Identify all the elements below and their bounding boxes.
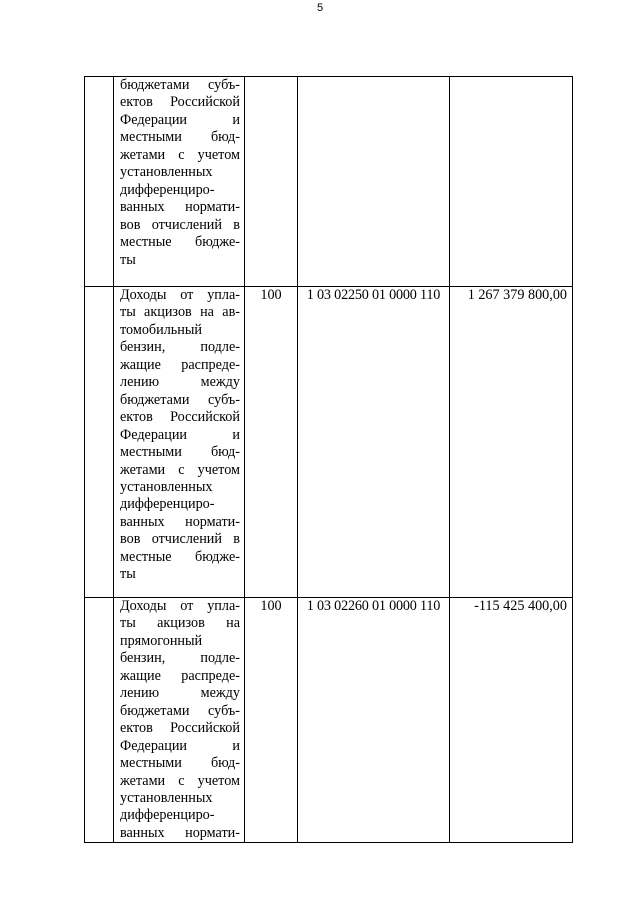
revenue-name-line: прямогонный: [120, 632, 203, 649]
revenue-name-line: жетами с учетом: [120, 461, 240, 478]
revenue-name-line: бюджетами субъ-: [120, 702, 240, 719]
revenue-name-line: Доходы от упла-: [120, 598, 240, 614]
revenue-name-line: установленных: [120, 164, 213, 181]
revenue-name-line: бензин, подле-: [120, 650, 240, 667]
revenue-name-line: Федерации и: [120, 737, 240, 754]
amount-cell: -115 425 400,00: [450, 598, 573, 843]
revenue-name-line: установленных: [120, 789, 213, 806]
revenue-name-line: установленных: [120, 478, 213, 495]
revenue-name-cell: [114, 77, 245, 287]
revenue-name-line: жетами с учетом: [120, 772, 240, 789]
revenue-name-line: местными бюд-: [120, 129, 240, 146]
revenue-name-line: ты акцизов на ав-: [120, 304, 240, 321]
revenue-name-line: местными бюд-: [120, 755, 240, 772]
revenue-name-line: ванных нормати-: [120, 513, 240, 530]
revenue-name-line: ектов Российской: [120, 94, 240, 111]
revenue-name-line: лению между: [120, 685, 240, 702]
kbk-code-cell: 1 03 02250 01 0000 110: [298, 287, 450, 598]
revenue-name-line: бюджетами субъ-: [120, 391, 240, 408]
revenue-name-line: томобильный: [120, 321, 202, 338]
row-index-cell: [85, 598, 114, 843]
revenue-name-line: вов отчислений в: [120, 531, 240, 548]
revenue-name-line: ты: [120, 251, 136, 268]
table-row: [85, 287, 573, 598]
revenue-name-line: местные бюдже-: [120, 234, 240, 251]
revenue-name-line: бензин, подле-: [120, 339, 240, 356]
revenue-name-line: Доходы от упла-: [120, 287, 240, 303]
revenue-name-line: ектов Российской: [120, 409, 240, 426]
amount-cell: [450, 77, 573, 287]
revenue-name-line: ты: [120, 566, 136, 583]
row-index-cell: [85, 77, 114, 287]
table-row: [85, 598, 573, 843]
kbk-code-cell: 1 03 02260 01 0000 110: [298, 598, 450, 843]
revenue-name-line: ванных нормати-: [120, 199, 240, 216]
table-row: [85, 77, 573, 287]
revenue-name-line: ты акцизов на: [120, 615, 240, 632]
revenue-name-line: местными бюд-: [120, 444, 240, 461]
revenue-name-line: бюджетами субъ-: [120, 77, 240, 93]
page-number: 5: [316, 2, 324, 14]
admin-code-cell: [245, 77, 298, 287]
revenue-name-line: Федерации и: [120, 111, 240, 128]
revenue-name-line: жетами с учетом: [120, 146, 240, 163]
revenue-name-line: жащие распреде-: [120, 667, 240, 684]
revenue-name-line: Федерации и: [120, 426, 240, 443]
revenue-name-line: дифференциро-: [120, 807, 215, 824]
amount-cell: 1 267 379 800,00: [450, 287, 573, 598]
revenue-name-cell: [114, 598, 245, 843]
revenue-name-line: жащие распреде-: [120, 356, 240, 373]
admin-code-cell: 100: [245, 287, 298, 598]
revenue-name-line: дифференциро-: [120, 181, 215, 198]
kbk-code-cell: [298, 77, 450, 287]
revenue-name-line: ектов Российской: [120, 720, 240, 737]
revenue-name-line: местные бюдже-: [120, 548, 240, 565]
revenue-name-line: дифференциро-: [120, 496, 215, 513]
revenue-name-line: лению между: [120, 374, 240, 391]
row-index-cell: [85, 287, 114, 598]
revenue-table: [84, 76, 573, 843]
revenue-name-cell: [114, 287, 245, 598]
revenue-name-line: вов отчислений в: [120, 216, 240, 233]
admin-code-cell: 100: [245, 598, 298, 843]
revenue-name-line: ванных нормати-: [120, 824, 240, 841]
